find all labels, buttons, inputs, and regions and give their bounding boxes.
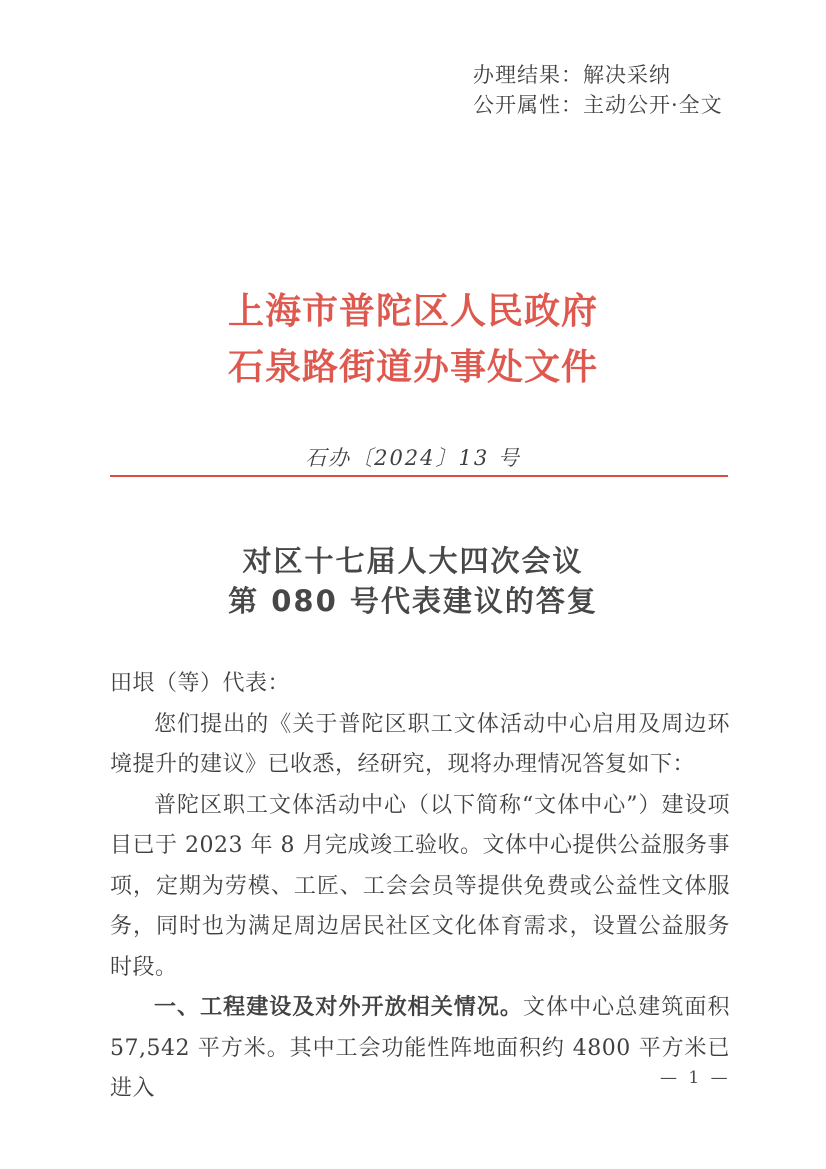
header-meta-block	[473, 60, 723, 120]
page-number: — 1 —	[660, 1068, 731, 1088]
body-text-run: 普陀区职工文体活动中心（以下简称“文体中心”）建设项目已于 2023 年 8 月完成竣工验收。文体中心提供公益服务事项，定期为劳模、工匠、工会会员等提供免费或公益性文体服务，同时也为满足周边居民社区文化体育需求，设置公益服务时段。	[110, 792, 730, 980]
document-number: 石办〔2024〕13 号	[305, 446, 521, 470]
publicity-attribute-text: 公开属性：主动公开·全文	[473, 93, 723, 117]
body-text-run: 您们提出的《关于普陀区职工文体活动中心启用及周边环境提升的建议》已收悉，经研究，现将办理情况答复如下：	[110, 711, 730, 777]
letterhead	[0, 283, 826, 395]
body-paragraph	[110, 786, 730, 989]
body-paragraph	[110, 988, 730, 1110]
red-separator-line	[110, 475, 728, 477]
letterhead-line1: 上海市普陀区人民政府	[227, 290, 598, 332]
body-text-run: 文体中心总建筑面积 57,542 平方米。其中工会功能性阵地面积约 4800 平方米已进入	[110, 995, 730, 1101]
body-text-run: 田垠（等）代表：	[110, 671, 291, 696]
body-text-run-bold: 一、工程建设及对外开放相关情况。	[154, 995, 523, 1020]
body-paragraph	[110, 664, 730, 705]
document-title	[0, 541, 826, 621]
document-title-line1: 对区十七届人大四次会议	[242, 544, 584, 578]
processing-result-text: 办理结果：解决采纳	[473, 63, 671, 87]
document-title-line2: 第 080 号代表建议的答复	[228, 584, 598, 618]
document-body	[110, 664, 730, 1110]
body-paragraph	[110, 705, 730, 786]
letterhead-line2: 石泉路街道办事处文件	[227, 346, 598, 388]
